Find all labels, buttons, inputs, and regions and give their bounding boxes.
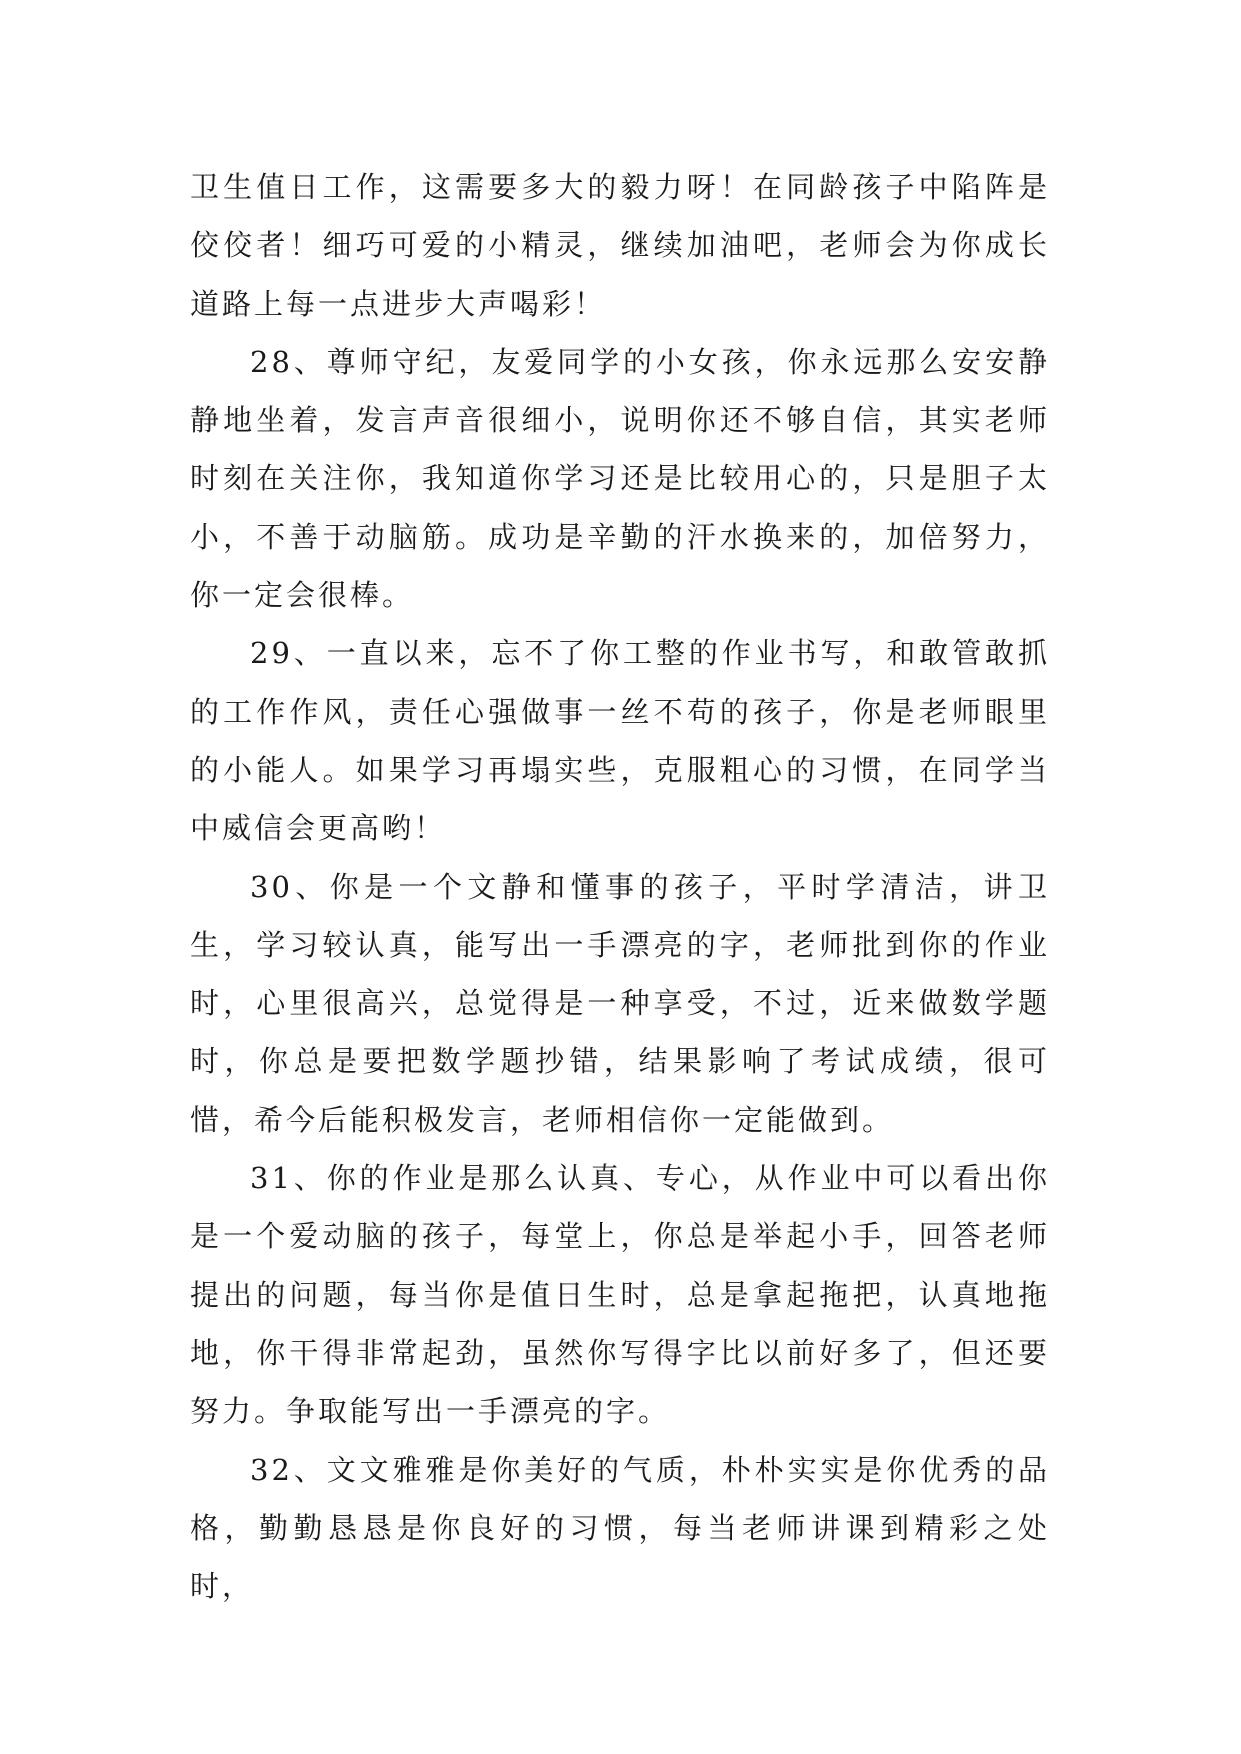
paragraph-28: 28、尊师守纪，友爱同学的小女孩，你永远那么安安静静地坐着，发言声音很细小，说明你还不够自信，其实老师时刻在关注你，我知道你学习还是比较用心的，只是胆子太小，不善于动脑筋。成功是辛勤的汗水换来的，加倍努力，你一定会很棒。: [190, 344, 1050, 613]
document-body: [190, 158, 1050, 1615]
paragraph-30: 30、你是一个文静和懂事的孩子，平时学清洁，讲卫生，学习较认真，能写出一手漂亮的字，老师批到你的作业时，心里很高兴，总觉得是一种享受，不过，近来做数学题时，你总是要把数学题抄错，结果影响了考试成绩，很可惜，希今后能积极发言，老师相信你一定能做到。: [190, 869, 1050, 1137]
paragraph-continued: 卫生值日工作，这需要多大的毅力呀！在同龄孩子中陷阵是佼佼者！细巧可爱的小精灵，继续加油吧，老师会为你成长道路上每一点进步大声喝彩！: [190, 170, 1050, 321]
paragraph-29: 29、一直以来，忘不了你工整的作业书写，和敢管敢抓的工作作风，责任心强做事一丝不苟的孩子，你是老师眼里的小能人。如果学习再塌实些，克服粗心的习惯，在同学当中威信会更高哟！: [190, 636, 1050, 846]
paragraph-31: 31、你的作业是那么认真、专心，从作业中可以看出你是一个爱动脑的孩子，每堂上，你总是举起小手，回答老师提出的问题，每当你是值日生时，总是拿起拖把，认真地拖地，你干得非常起劲，虽然你写得字比以前好多了，但还要努力。争取能写出一手漂亮的字。: [190, 1161, 1050, 1429]
paragraph-32: 32、文文雅雅是你美好的气质，朴朴实实是你优秀的品格，勤勤恳恳是你良好的习惯，每当老师讲课到精彩之处时，: [190, 1452, 1050, 1604]
